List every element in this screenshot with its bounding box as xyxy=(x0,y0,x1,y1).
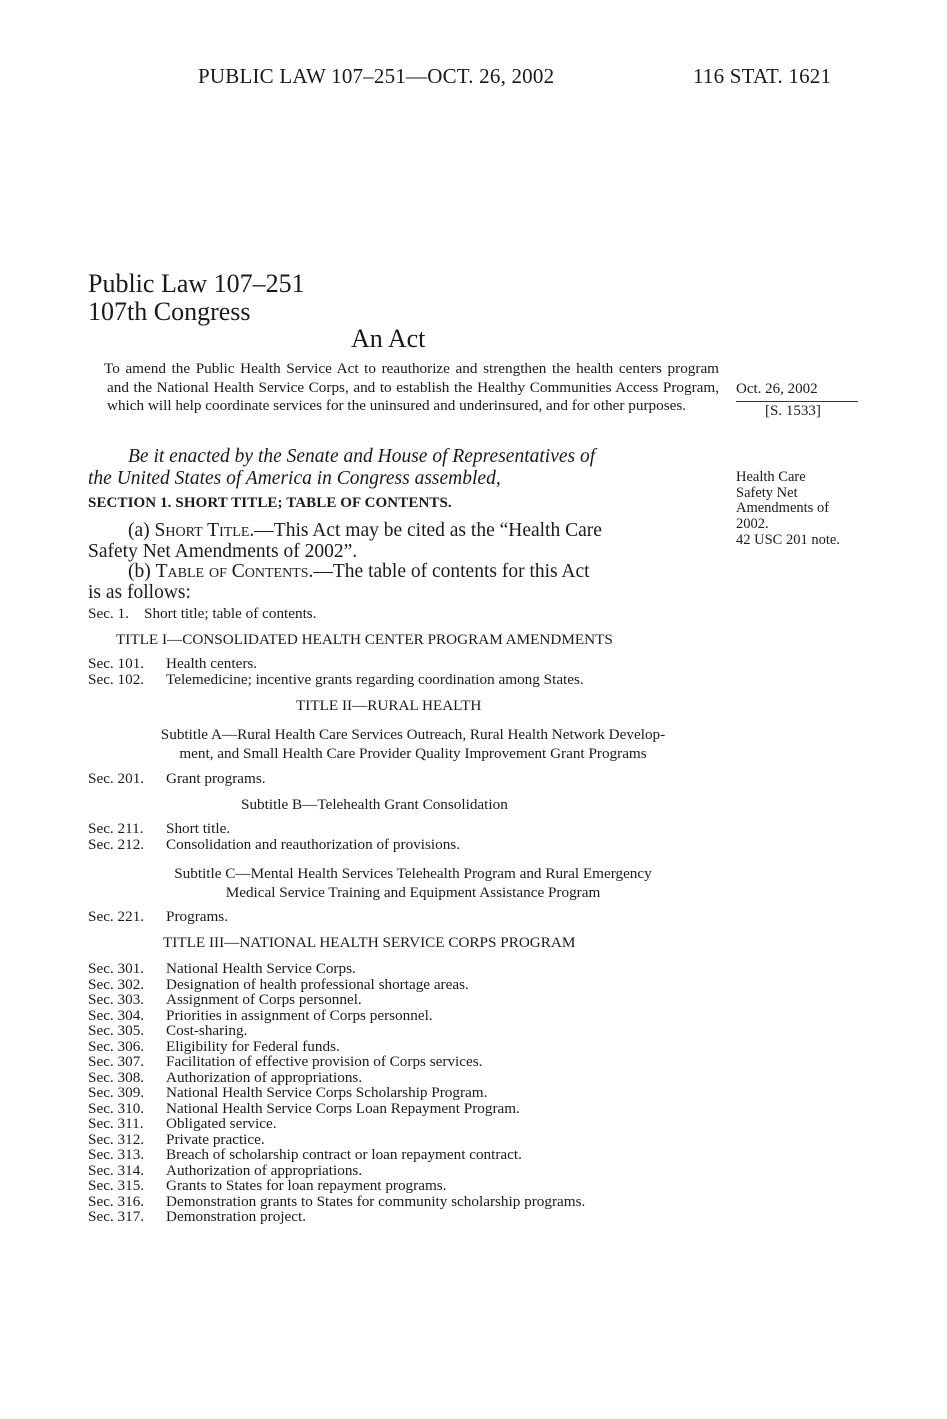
toc-row xyxy=(88,1039,340,1055)
purpose-paragraph: To amend the Public Health Service Act to reauthorize and strengthen the health centers program and the National Health Service Corps, and to establish the Healthy Communities Access Program, which will help coordinate services for the uninsured and underinsured, and for other purposes. xyxy=(104,360,719,415)
toc-sec-text: Assignment of Corps personnel. xyxy=(166,991,362,1008)
toc-subtitle-a xyxy=(107,725,719,763)
sidebar-bill: [S. 1533] xyxy=(765,403,821,419)
toc-sec-text: Grant programs. xyxy=(166,770,266,787)
toc-sec-text: Authorization of appropriations. xyxy=(166,1161,363,1179)
toc-title-2: TITLE II—RURAL HEALTH xyxy=(296,697,482,714)
toc-sec-num: Sec. 315. xyxy=(88,1177,145,1194)
running-header-stat: 116 STAT. 1621 xyxy=(693,64,832,88)
toc-sec-text: Grants to States for loan repayment programs. xyxy=(166,1177,447,1194)
subsection-b-caption: Table of Contents xyxy=(155,561,309,582)
toc-sec-text: Demonstration project. xyxy=(166,1208,307,1225)
sidebar-date: Oct. 26, 2002 xyxy=(736,381,818,397)
toc-sec-num: Sec. 304. xyxy=(88,1006,145,1024)
toc-sec-num: Sec. 307. xyxy=(88,1053,145,1070)
sidebar-rule xyxy=(736,401,858,402)
toc-sec-text: Telemedicine; incentive grants regarding coordination among States. xyxy=(166,671,584,688)
toc-row xyxy=(88,961,356,977)
toc-sec-num: Sec. 316. xyxy=(88,1192,145,1210)
toc-subtitle-c-line-2: Medical Service Training and Equipment Assistance Program xyxy=(225,884,601,901)
toc-row xyxy=(88,656,257,672)
toc-sec-text: Authorization of appropriations. xyxy=(166,1068,363,1086)
toc-row xyxy=(88,1116,277,1132)
sidebar-note-1: Health Care xyxy=(736,469,806,485)
toc-sec-text: Short title. xyxy=(166,820,231,837)
toc-sec-text: Eligibility for Federal funds. xyxy=(166,1037,340,1055)
toc-sec-num: Sec. 301. xyxy=(88,960,145,977)
toc-sec-text: Obligated service. xyxy=(166,1115,277,1132)
toc-row xyxy=(88,1178,446,1194)
toc-sec-text: Cost-sharing. xyxy=(166,1022,248,1039)
toc-sec-num: Sec. 308. xyxy=(88,1068,145,1086)
subsection-b-line-2: is as follows: xyxy=(88,582,191,603)
enacting-clause xyxy=(88,446,718,490)
toc-sec-text: Facilitation of effective provision of Corps services. xyxy=(166,1053,483,1070)
toc-sec-text: National Health Service Corps Scholarship Program. xyxy=(166,1084,488,1101)
toc-row xyxy=(88,1054,482,1070)
toc-sec-num: Sec. 201. xyxy=(88,770,145,787)
toc-row xyxy=(88,1101,520,1117)
toc-subtitle-c xyxy=(107,864,719,902)
toc-sec-num: Sec. 101. xyxy=(88,655,145,672)
subsection-a-line-1 xyxy=(88,520,718,541)
toc-row xyxy=(88,771,266,787)
enacting-line-2: the United States of America in Congress assembled, xyxy=(88,468,501,489)
subsection-b-text: .—The table of contents for this Act xyxy=(308,561,590,582)
subsection-a-caption: Short Title xyxy=(154,520,250,541)
toc-sec-num: Sec. 302. xyxy=(88,975,145,993)
toc-row xyxy=(88,1070,362,1086)
toc-sec-num: Sec. 317. xyxy=(88,1208,145,1225)
subsection-a-line-2: Safety Net Amendments of 2002”. xyxy=(88,541,358,562)
enacting-line-1: Be it enacted by the Senate and House of Representatives of xyxy=(128,446,596,467)
toc-subtitle-a-line-1: Subtitle A—Rural Health Care Services Outreach, Rural Health Network Develop- xyxy=(160,726,666,743)
section-1-heading: SECTION 1. SHORT TITLE; TABLE OF CONTENTS. xyxy=(88,495,452,511)
sidebar-note-2: Safety Net xyxy=(736,485,798,501)
toc-row xyxy=(88,992,362,1008)
toc-row xyxy=(88,977,469,993)
toc-sec-num: Sec. 312. xyxy=(88,1130,145,1148)
public-law-title: Public Law 107–251 xyxy=(88,269,305,298)
toc-title-1: TITLE I—CONSOLIDATED HEALTH CENTER PROGRAM AMENDMENTS xyxy=(116,631,613,648)
toc-row xyxy=(88,1194,585,1210)
toc-sec-num: Sec. 313. xyxy=(88,1146,145,1163)
congress-title: 107th Congress xyxy=(88,297,251,326)
toc-row xyxy=(88,1132,265,1148)
toc-row xyxy=(88,606,317,622)
toc-sec-num: Sec. 306. xyxy=(88,1037,145,1055)
toc-row xyxy=(88,1008,433,1024)
toc-sec-text: National Health Service Corps. xyxy=(166,960,356,977)
toc-sec-text: Breach of scholarship contract or loan repayment contract. xyxy=(166,1146,522,1163)
subsection-a xyxy=(88,520,718,562)
subsection-a-label: (a) xyxy=(128,520,155,541)
toc-subtitle-b: Subtitle B—Telehealth Grant Consolidation xyxy=(241,796,508,813)
sidebar-note-4: 2002. xyxy=(736,516,769,532)
toc-row xyxy=(88,1209,306,1225)
toc-sec-num: Sec. 314. xyxy=(88,1161,145,1179)
toc-sec-num: Sec. 102. xyxy=(88,671,145,688)
subsection-b-line-1 xyxy=(88,561,718,582)
toc-title-3: TITLE III—NATIONAL HEALTH SERVICE CORPS PROGRAM xyxy=(163,934,576,951)
toc-sec-text: Consolidation and reauthorization of provisions. xyxy=(166,836,460,853)
toc-sec-num: Sec. 305. xyxy=(88,1022,145,1039)
subsection-b xyxy=(88,561,718,603)
toc-row xyxy=(88,1085,487,1101)
toc-sec-text: Demonstration grants to States for community scholarship programs. xyxy=(166,1192,586,1210)
toc-row xyxy=(88,672,584,688)
toc-sec-num: Sec. 311. xyxy=(88,1115,144,1132)
toc-sec-num: Sec. 212. xyxy=(88,836,145,853)
toc-row xyxy=(88,909,228,925)
toc-sec-num: Sec. 221. xyxy=(88,908,145,925)
toc-sec-text: Designation of health professional shortage areas. xyxy=(166,975,469,993)
toc-row xyxy=(88,1023,247,1039)
toc-sec-text: Programs. xyxy=(166,908,229,925)
toc-subtitle-a-line-2: ment, and Small Health Care Provider Quality Improvement Grant Programs xyxy=(179,745,647,762)
toc-row xyxy=(88,1147,522,1163)
toc-row xyxy=(88,821,230,837)
toc-sec-num: Sec. 309. xyxy=(88,1084,145,1101)
toc-sec-text: Priorities in assignment of Corps personnel. xyxy=(166,1006,433,1024)
sidebar-note-5: 42 USC 201 note. xyxy=(736,532,840,548)
toc-row xyxy=(88,1163,362,1179)
sidebar-note-3: Amendments of xyxy=(736,500,830,516)
an-act-heading: An Act xyxy=(351,324,426,353)
toc-sec-num: Sec. 211. xyxy=(88,820,144,837)
subsection-b-label: (b) xyxy=(128,561,156,582)
toc-sec-num: Sec. 1. xyxy=(88,605,129,622)
toc-sec-text: Private practice. xyxy=(166,1130,265,1148)
subsection-a-text: .—This Act may be cited as the “Health Care xyxy=(249,520,602,541)
toc-sec-num: Sec. 310. xyxy=(88,1099,145,1117)
toc-sec-num: Sec. 303. xyxy=(88,991,145,1008)
toc-sec-text: Short title; table of contents. xyxy=(144,605,317,622)
running-header-law: PUBLIC LAW 107–251—OCT. 26, 2002 xyxy=(198,64,555,88)
toc-sec-text: Health centers. xyxy=(166,655,258,672)
toc-row xyxy=(88,837,460,853)
toc-subtitle-c-line-1: Subtitle C—Mental Health Services Telehealth Program and Rural Emergency xyxy=(174,865,652,882)
toc-sec-text: National Health Service Corps Loan Repayment Program. xyxy=(166,1099,520,1117)
